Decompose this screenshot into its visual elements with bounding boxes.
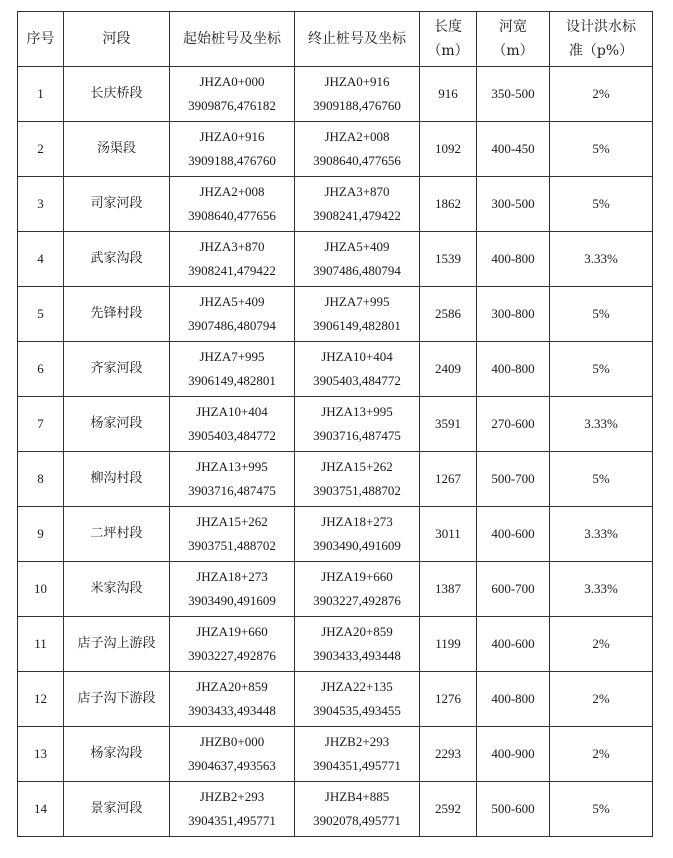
cell-end [295, 452, 420, 507]
cell-start-pile: JHZA18+273 [196, 569, 268, 584]
cell-width: 600-700 [477, 562, 550, 617]
cell-end-pile: JHZA3+870 [324, 184, 390, 199]
table-row [18, 67, 653, 122]
cell-end-pile: JHZA19+660 [321, 569, 393, 584]
cell-length: 2293 [420, 727, 477, 782]
cell-length: 1092 [420, 122, 477, 177]
table-row [18, 452, 653, 507]
table-row [18, 232, 653, 287]
cell-start [170, 452, 295, 507]
table-row [18, 782, 653, 837]
cell-section: 长庆桥段 [64, 67, 170, 122]
cell-end-coord: 3903716,487475 [313, 428, 401, 443]
cell-end-coord: 3903751,488702 [313, 483, 401, 498]
cell-length: 1862 [420, 177, 477, 232]
table-row [18, 287, 653, 342]
cell-start-coord: 3908640,477656 [188, 208, 276, 223]
cell-start-coord: 3903227,492876 [188, 648, 276, 663]
river-section-table [17, 11, 653, 837]
cell-end [295, 342, 420, 397]
header-index: 序号 [18, 12, 64, 67]
cell-end-pile: JHZA22+135 [321, 679, 393, 694]
cell-standard: 5% [550, 452, 653, 507]
cell-standard: 5% [550, 782, 653, 837]
cell-end [295, 122, 420, 177]
cell-section: 店子沟下游段 [64, 672, 170, 727]
cell-end-coord: 3906149,482801 [313, 318, 401, 333]
cell-section: 武家沟段 [64, 232, 170, 287]
cell-length: 2409 [420, 342, 477, 397]
cell-end-pile: JHZA20+859 [321, 624, 393, 639]
table-row [18, 727, 653, 782]
cell-length: 1267 [420, 452, 477, 507]
cell-start [170, 177, 295, 232]
header-standard-line1: 设计洪水标 [566, 19, 636, 35]
cell-standard: 3.33% [550, 507, 653, 562]
cell-section: 店子沟上游段 [64, 617, 170, 672]
cell-end [295, 782, 420, 837]
cell-standard: 2% [550, 672, 653, 727]
header-length-line2: （m） [427, 43, 469, 59]
cell-index: 5 [18, 287, 64, 342]
cell-section: 司家河段 [64, 177, 170, 232]
cell-start-pile: JHZA2+008 [199, 184, 265, 199]
cell-end-pile: JHZA10+404 [321, 349, 393, 364]
cell-length: 2592 [420, 782, 477, 837]
cell-width: 300-800 [477, 287, 550, 342]
cell-section: 景家河段 [64, 782, 170, 837]
cell-end [295, 672, 420, 727]
cell-start-pile: JHZA10+404 [196, 404, 268, 419]
cell-width: 350-500 [477, 67, 550, 122]
cell-width: 500-700 [477, 452, 550, 507]
cell-width: 400-600 [477, 507, 550, 562]
cell-standard: 3.33% [550, 397, 653, 452]
cell-end-coord: 3903227,492876 [313, 593, 401, 608]
cell-end [295, 562, 420, 617]
cell-start [170, 67, 295, 122]
cell-end [295, 287, 420, 342]
cell-start [170, 782, 295, 837]
cell-index: 12 [18, 672, 64, 727]
cell-section: 齐家河段 [64, 342, 170, 397]
cell-length: 3011 [420, 507, 477, 562]
cell-start [170, 287, 295, 342]
header-start: 起始桩号及坐标 [170, 12, 295, 67]
cell-standard: 2% [550, 727, 653, 782]
cell-start-coord: 3906149,482801 [188, 373, 276, 388]
table-row [18, 507, 653, 562]
cell-length: 1387 [420, 562, 477, 617]
cell-end-pile: JHZA7+995 [324, 294, 390, 309]
cell-standard: 5% [550, 177, 653, 232]
table-row [18, 397, 653, 452]
cell-index: 2 [18, 122, 64, 177]
cell-standard: 3.33% [550, 562, 653, 617]
cell-standard: 5% [550, 342, 653, 397]
cell-index: 11 [18, 617, 64, 672]
cell-start-coord: 3909876,476182 [188, 98, 276, 113]
cell-section: 杨家沟段 [64, 727, 170, 782]
cell-width: 400-800 [477, 342, 550, 397]
cell-start-pile: JHZA0+916 [199, 129, 265, 144]
cell-section: 米家沟段 [64, 562, 170, 617]
cell-width: 400-900 [477, 727, 550, 782]
cell-standard: 5% [550, 122, 653, 177]
cell-end-pile: JHZB4+885 [324, 789, 390, 804]
cell-width: 270-600 [477, 397, 550, 452]
cell-end-coord: 3903433,493448 [313, 648, 401, 663]
cell-end-pile: JHZA15+262 [321, 459, 393, 474]
cell-length: 916 [420, 67, 477, 122]
cell-start-pile: JHZA13+995 [196, 459, 268, 474]
cell-standard: 2% [550, 617, 653, 672]
cell-length: 1199 [420, 617, 477, 672]
cell-length: 2586 [420, 287, 477, 342]
header-width-line2: （m） [492, 43, 534, 59]
cell-section: 汤渠段 [64, 122, 170, 177]
cell-start [170, 397, 295, 452]
cell-start [170, 672, 295, 727]
cell-start-coord: 3903751,488702 [188, 538, 276, 553]
cell-end-pile: JHZA18+273 [321, 514, 393, 529]
cell-end [295, 67, 420, 122]
cell-end-coord: 3905403,484772 [313, 373, 401, 388]
cell-index: 3 [18, 177, 64, 232]
cell-width: 400-800 [477, 232, 550, 287]
cell-end [295, 232, 420, 287]
cell-width: 400-450 [477, 122, 550, 177]
header-section: 河段 [64, 12, 170, 67]
header-standard [550, 12, 653, 67]
cell-start-coord: 3905403,484772 [188, 428, 276, 443]
cell-start [170, 507, 295, 562]
table-row [18, 562, 653, 617]
cell-width: 400-600 [477, 617, 550, 672]
table-header-row [18, 12, 653, 67]
table-row [18, 122, 653, 177]
cell-start [170, 342, 295, 397]
cell-start-coord: 3908241,479422 [188, 263, 276, 278]
cell-start-pile: JHZB2+293 [199, 789, 265, 804]
cell-index: 4 [18, 232, 64, 287]
header-length-line1: 长度 [434, 19, 462, 35]
table-body [18, 67, 653, 837]
cell-end-coord: 3908640,477656 [313, 153, 401, 168]
cell-start-coord: 3903716,487475 [188, 483, 276, 498]
table-row [18, 177, 653, 232]
cell-section: 二坪村段 [64, 507, 170, 562]
header-length [420, 12, 477, 67]
cell-start-coord: 3903490,491609 [188, 593, 276, 608]
cell-start-coord: 3907486,480794 [188, 318, 276, 333]
table-row [18, 342, 653, 397]
cell-end [295, 507, 420, 562]
cell-end-pile: JHZA13+995 [321, 404, 393, 419]
cell-start [170, 122, 295, 177]
cell-start-coord: 3904351,495771 [188, 813, 276, 828]
cell-start-pile: JHZB0+000 [199, 734, 265, 749]
cell-end-coord: 3902078,495771 [313, 813, 401, 828]
cell-end-coord: 3904351,495771 [313, 758, 401, 773]
cell-start [170, 232, 295, 287]
cell-start-pile: JHZA20+859 [196, 679, 268, 694]
cell-index: 1 [18, 67, 64, 122]
cell-start [170, 562, 295, 617]
cell-start-coord: 3909188,476760 [188, 153, 276, 168]
cell-index: 9 [18, 507, 64, 562]
cell-end-coord: 3904535,493455 [313, 703, 401, 718]
cell-length: 3591 [420, 397, 477, 452]
header-end: 终止桩号及坐标 [295, 12, 420, 67]
header-width [477, 12, 550, 67]
cell-standard: 2% [550, 67, 653, 122]
cell-index: 14 [18, 782, 64, 837]
cell-end [295, 727, 420, 782]
cell-end-pile: JHZA5+409 [324, 239, 390, 254]
cell-section: 杨家河段 [64, 397, 170, 452]
table-row [18, 672, 653, 727]
cell-end-coord: 3907486,480794 [313, 263, 401, 278]
cell-standard: 3.33% [550, 232, 653, 287]
cell-standard: 5% [550, 287, 653, 342]
cell-end-pile: JHZA0+916 [324, 74, 390, 89]
cell-length: 1276 [420, 672, 477, 727]
cell-width: 500-600 [477, 782, 550, 837]
cell-end-coord: 3909188,476760 [313, 98, 401, 113]
cell-width: 300-500 [477, 177, 550, 232]
cell-index: 10 [18, 562, 64, 617]
cell-start-pile: JHZA19+660 [196, 624, 268, 639]
cell-start-pile: JHZA3+870 [199, 239, 265, 254]
cell-start-pile: JHZA7+995 [199, 349, 265, 364]
cell-index: 8 [18, 452, 64, 507]
cell-start-pile: JHZA0+000 [199, 74, 265, 89]
cell-start-pile: JHZA5+409 [199, 294, 265, 309]
cell-end [295, 397, 420, 452]
cell-end [295, 177, 420, 232]
cell-length: 1539 [420, 232, 477, 287]
cell-end-coord: 3908241,479422 [313, 208, 401, 223]
cell-start [170, 617, 295, 672]
cell-index: 6 [18, 342, 64, 397]
cell-start [170, 727, 295, 782]
cell-start-pile: JHZA15+262 [196, 514, 268, 529]
cell-end-pile: JHZB2+293 [324, 734, 390, 749]
cell-start-coord: 3904637,493563 [188, 758, 276, 773]
cell-width: 400-800 [477, 672, 550, 727]
cell-index: 13 [18, 727, 64, 782]
cell-section: 柳沟村段 [64, 452, 170, 507]
cell-end-coord: 3903490,491609 [313, 538, 401, 553]
cell-start-coord: 3903433,493448 [188, 703, 276, 718]
header-width-line1: 河宽 [499, 19, 527, 35]
header-standard-line2: 准（p%） [568, 43, 634, 59]
cell-end-pile: JHZA2+008 [324, 129, 390, 144]
cell-end [295, 617, 420, 672]
table-row [18, 617, 653, 672]
cell-index: 7 [18, 397, 64, 452]
cell-section: 先锋村段 [64, 287, 170, 342]
